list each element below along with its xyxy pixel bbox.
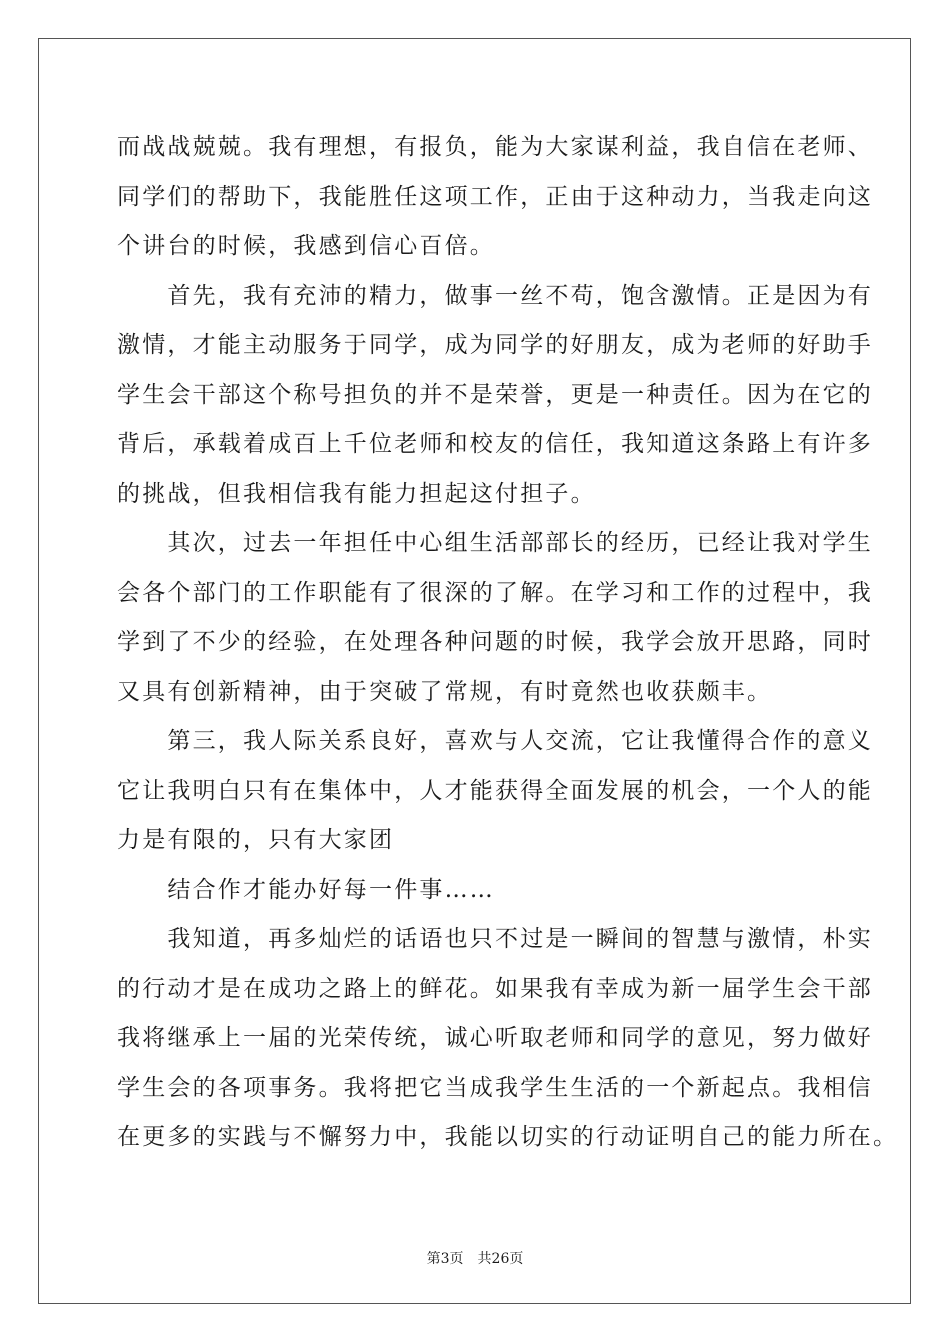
text-line: 我知道，再多灿烂的话语也只不过是一瞬间的智慧与激情，朴实 — [117, 926, 873, 952]
text-line: 首先，我有充沛的精力，做事一丝不苟，饱含激情。正是因为有 — [117, 282, 873, 309]
text-line: 激情，才能主动服务于同学，成为同学的好朋友，成为老师的好助手 — [117, 332, 873, 358]
document-body — [117, 123, 899, 1163]
text-line: 学到了不少的经验，在处理各种问题的时候，我学会放开思路，同时 — [117, 629, 873, 655]
text-line: 的挑战，但我相信我有能力担起这付担子。 — [117, 480, 596, 507]
text-line: 同学们的帮助下，我能胜任这项工作，正由于这种动力，当我走向这 — [117, 183, 873, 210]
text-line: 的行动才是在成功之路上的鲜花。如果我有幸成为新一届学生会干部 — [117, 975, 873, 1002]
text-line: 学生会的各项事务。我将把它当成我学生生活的一个新起点。我相信 — [117, 1074, 873, 1101]
text-line: 我将继承上一届的光荣传统，诚心听取老师和同学的意见，努力做好 — [117, 1025, 873, 1051]
page-number: 第3页 共26页 — [426, 1251, 524, 1267]
text-line: 背后，承载着成百上千位老师和校友的信任，我知道这条路上有许多 — [117, 431, 873, 457]
text-line: 结合作才能办好每一件事…… — [117, 876, 495, 903]
text-line: 它让我明白只有在集体中，人才能获得全面发展的机会，一个人的能 — [117, 777, 873, 804]
text-line: 会各个部门的工作职能有了很深的了解。在学习和工作的过程中，我 — [117, 579, 873, 606]
text-line: 第三，我人际关系良好，喜欢与人交流，它让我懂得合作的意义 — [117, 728, 873, 754]
text-line: 其次，过去一年担任中心组生活部部长的经历，已经让我对学生 — [117, 530, 873, 556]
text-line: 在更多的实践与不懈努力中，我能以切实的行动证明自己的能力所在。 — [117, 1124, 899, 1150]
text-line: 力是有限的，只有大家团 — [117, 827, 395, 853]
text-line: 而战战兢兢。我有理想，有报负，能为大家谋利益，我自信在老师、 — [117, 134, 873, 160]
text-line: 个讲台的时候，我感到信心百倍。 — [117, 233, 495, 259]
text-line: 又具有创新精神，由于突破了常规，有时竟然也收获颇丰。 — [117, 678, 773, 705]
text-line: 学生会干部这个称号担负的并不是荣誉，更是一种责任。因为在它的 — [117, 381, 873, 408]
